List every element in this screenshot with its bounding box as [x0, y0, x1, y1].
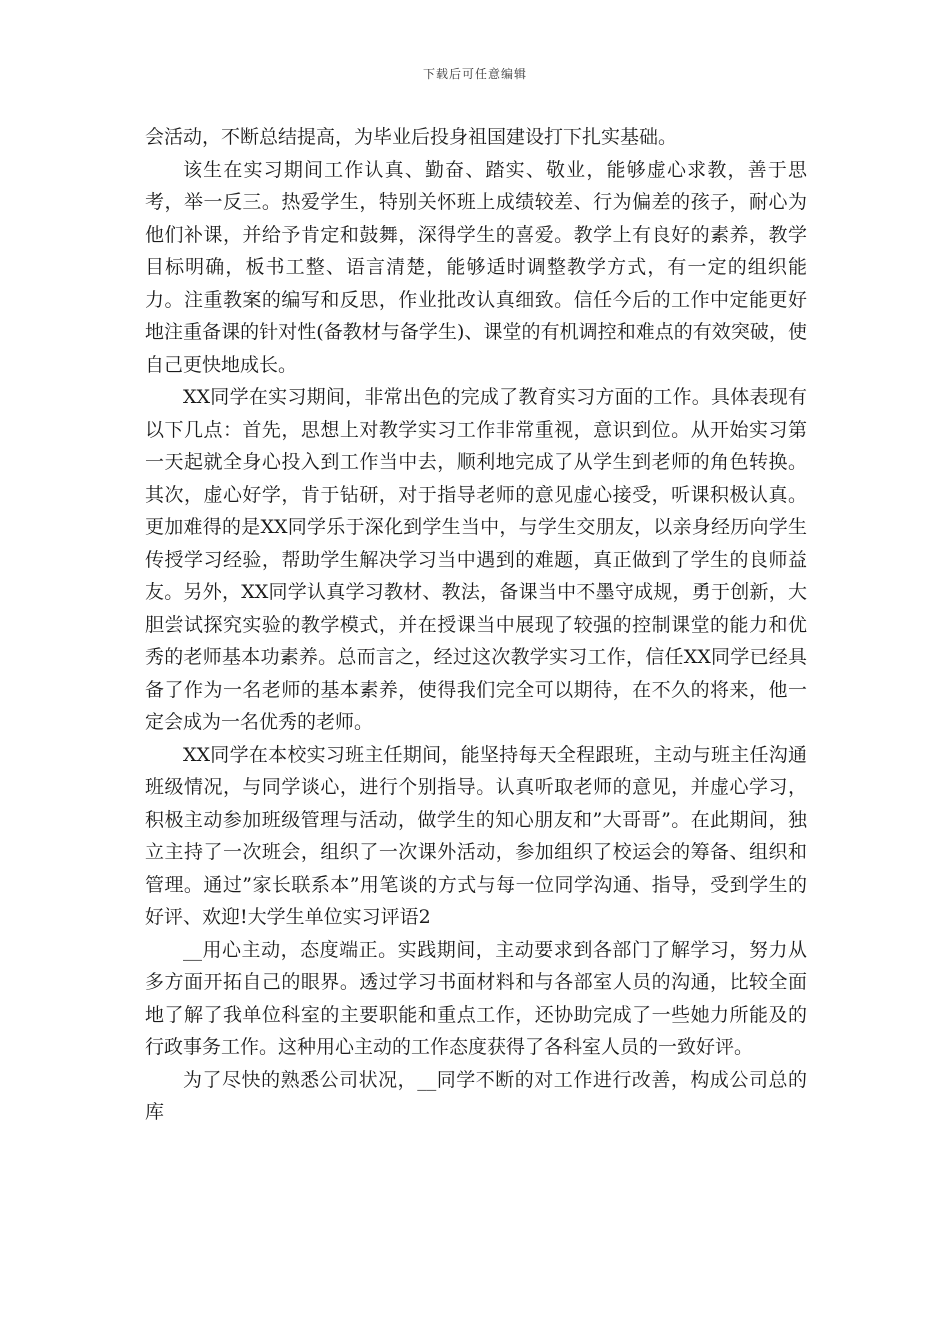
document-body: [145, 121, 807, 1129]
paragraph-1: 会活动，不断总结提高，为毕业后投身祖国建设打下扎实基础。: [145, 126, 678, 148]
paragraph-4: XX同学在本校实习班主任期间，能坚持每天全程跟班，主动与班主任沟通班级情况，与同学谈心，进行个别指导。认真听取老师的意见，并虚心学习，积极主动参加班级管理与活动，做学生的知心朋友和”大哥哥”。在此期间，独立主持了一次班会，组织了一次课外活动，参加组织了校运会的筹备、组织和管理。通过”家长联系本”用笔谈的方式与每一位同学沟通、指导，受到学生的好评、欢迎!大学生单位实习评语2: [145, 743, 807, 928]
paragraph-3: XX同学在实习期间，非常出色的完成了教育实习方面的工作。具体表现有以下几点：首先，思想上对教学实习工作非常重视，意识到位。从开始实习第一天起就全身心投入到工作当中去，顺利地完成了从学生到老师的角色转换。其次，虚心好学，肯于钻研，对于指导老师的意见虚心接受，听课积极认真。更加难得的是XX同学乐于深化到学生当中，与学生交朋友，以亲身经历向学生传授学习经验，帮助学生解决学习当中遇到的难题，真正做到了学生的良师益友。另外，XX同学认真学习教材、教法，备课当中不墨守成规，勇于创新，大胆尝试探究实验的教学模式，并在授课当中展现了较强的控制课堂的能力和优秀的老师基本功素养。总而言之，经过这次教学实习工作，信任XX同学已经具备了作为一名老师的基本素养，使得我们完全可以期待，在不久的将来，他一定会成为一名优秀的老师。: [145, 386, 807, 733]
page-header: 下载后可任意编辑: [422, 67, 527, 81]
paragraph-2: 该生在实习期间工作认真、勤奋、踏实、敬业，能够虚心求教，善于思考，举一反三。热爱学生，特别关怀班上成绩较差、行为偏差的孩子，耐心为他们补课，并给予肯定和鼓舞，深得学生的喜爱。教学上有良好的素养，教学目标明确，板书工整、语言清楚，能够适时调整教学方式，有一定的组织能力。注重教案的编写和反思，作业批改认真细致。信任今后的工作中定能更好地注重备课的针对性(备教材与备学生)、课堂的有机调控和难点的有效突破，使自己更快地成长。: [145, 158, 807, 376]
paragraph-5: __用心主动，态度端正。实践期间，主动要求到各部门了解学习，努力从多方面开拓自己的眼界。透过学习书面材料和与各部室人员的沟通，比较全面地了解了我单位科室的主要职能和重点工作，还协助完成了一些她力所能及的行政事务工作。这种用心主动的工作态度获得了各科室人员的一致好评。: [145, 938, 807, 1058]
paragraph-6: 为了尽快的熟悉公司状况，__同学不断的对工作进行改善，构成公司总的库: [145, 1068, 807, 1123]
